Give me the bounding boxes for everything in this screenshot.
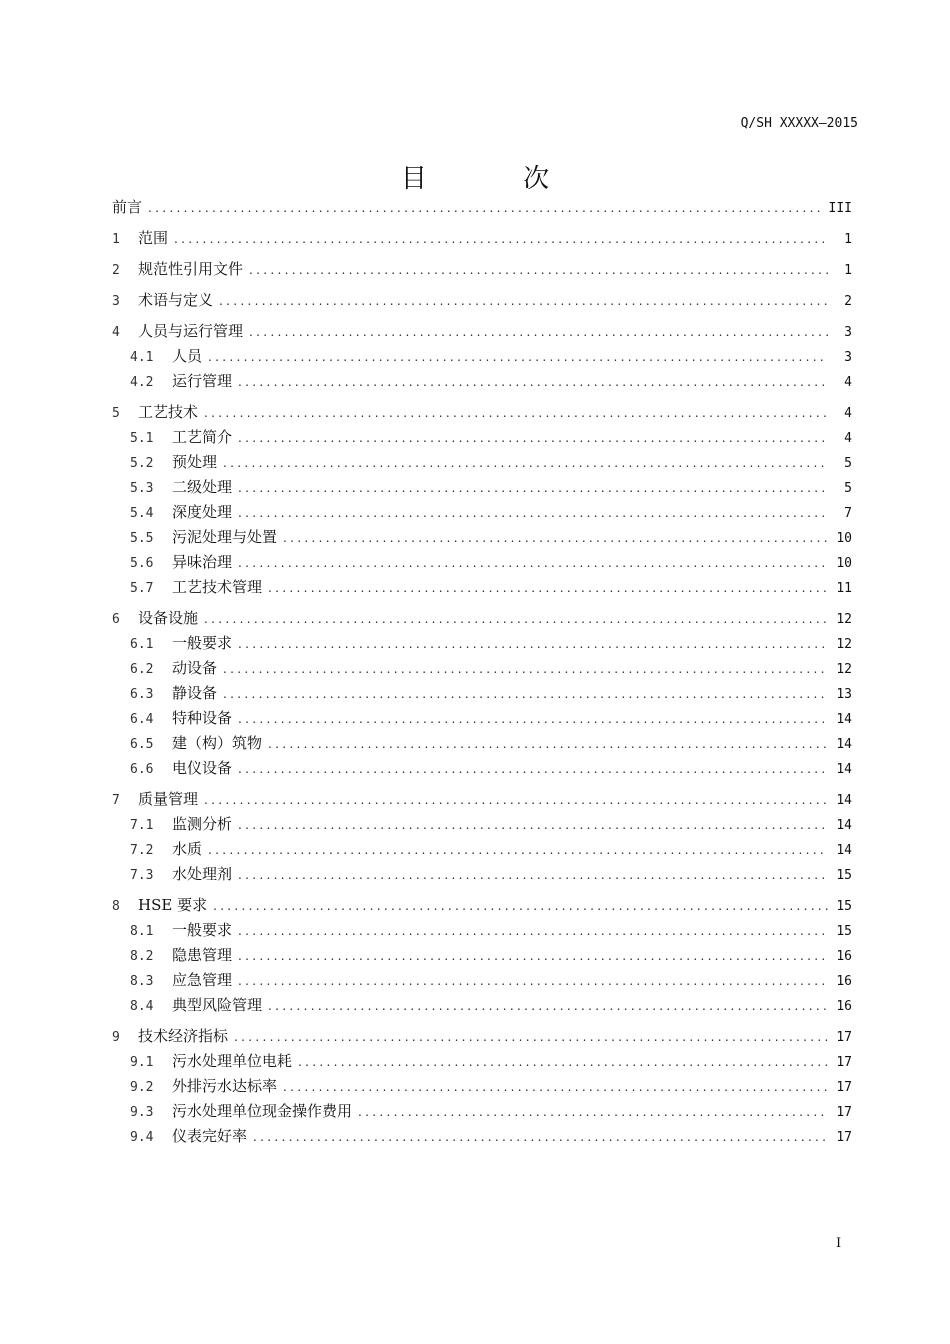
dot-leader (238, 974, 828, 988)
toc-entry-title: 应急管理 (172, 971, 233, 989)
toc-entry-number: 6.3 (130, 687, 154, 702)
dot-leader (238, 431, 828, 445)
toc-entry-page: 1 (844, 263, 852, 278)
dot-leader (238, 924, 828, 938)
toc-entry[interactable] (112, 476, 852, 501)
toc-entry-page: 15 (836, 868, 852, 883)
dot-leader (283, 1080, 828, 1094)
toc-entry-title: HSE 要求 (138, 896, 208, 914)
toc-entry-number: 8.3 (130, 974, 154, 989)
toc-entry-title: 二级处理 (172, 478, 233, 496)
toc-entry-page: 14 (836, 843, 852, 858)
dot-leader (268, 999, 828, 1013)
dot-leader (223, 662, 828, 676)
dot-leader (234, 1030, 828, 1044)
dot-leader (208, 350, 828, 364)
toc-entry-title: 建（构）筑物 (172, 734, 263, 752)
toc-entry-number: 5.6 (130, 556, 154, 571)
toc-entry-title: 工艺简介 (172, 428, 233, 446)
page-number: I (836, 1236, 842, 1251)
toc-entry-page: 7 (844, 506, 852, 521)
toc-entry-number: 7.3 (130, 868, 154, 883)
toc-entry-page: 11 (836, 581, 852, 596)
toc-entry-title: 规范性引用文件 (138, 260, 244, 278)
table-of-contents (112, 196, 852, 1150)
dot-leader (219, 294, 828, 308)
toc-entry-number: 5.7 (130, 581, 154, 596)
toc-entry[interactable] (112, 838, 852, 863)
toc-entry-page: 16 (836, 974, 852, 989)
toc-entry-number: 6.2 (130, 662, 154, 677)
dot-leader (249, 263, 828, 277)
dot-leader (238, 556, 828, 570)
toc-entry-number: 9.1 (130, 1055, 154, 1070)
toc-entry-title: 典型风险管理 (172, 996, 263, 1014)
toc-entry-page: 15 (836, 924, 852, 939)
toc-entry-page: 4 (844, 375, 852, 390)
toc-entry-page: 4 (844, 431, 852, 446)
toc-entry-number: 5.3 (130, 481, 154, 496)
toc-entry[interactable] (112, 994, 852, 1019)
toc-entry[interactable] (112, 919, 852, 944)
toc-entry[interactable] (112, 196, 852, 221)
toc-entry-number: 7 (112, 793, 120, 808)
toc-entry-page: 3 (844, 325, 852, 340)
toc-entry[interactable] (112, 707, 852, 732)
toc-entry-title: 隐患管理 (172, 946, 233, 964)
toc-entry-title: 污水处理单位电耗 (172, 1052, 293, 1070)
toc-entry-title: 工艺技术 (138, 403, 199, 421)
toc-entry-title: 质量管理 (138, 790, 199, 808)
toc-entry-page: 14 (836, 793, 852, 808)
toc-entry-page: 16 (836, 949, 852, 964)
toc-entry-page: 14 (836, 737, 852, 752)
toc-entry-title: 水处理剂 (172, 865, 233, 883)
dot-leader (238, 949, 828, 963)
toc-entry-page: 17 (836, 1055, 852, 1070)
toc-entry-page: 14 (836, 762, 852, 777)
toc-entry-title: 设备设施 (138, 609, 199, 627)
toc-entry[interactable] (112, 426, 852, 451)
toc-entry-title: 运行管理 (172, 372, 233, 390)
toc-entry-number: 5.4 (130, 506, 154, 521)
toc-entry-number: 6.5 (130, 737, 154, 752)
dot-leader (283, 531, 828, 545)
toc-entry-page: 5 (844, 456, 852, 471)
dot-leader (204, 406, 828, 420)
dot-leader (204, 612, 828, 626)
toc-entry-number: 6 (112, 612, 120, 627)
toc-entry-title: 静设备 (172, 684, 218, 702)
page-title: 目 次 (400, 164, 594, 194)
toc-entry[interactable] (112, 682, 852, 707)
toc-entry[interactable] (112, 526, 852, 551)
dot-leader (238, 762, 828, 776)
dot-leader (238, 712, 828, 726)
toc-entry-page: 14 (836, 712, 852, 727)
toc-entry-number: 5.5 (130, 531, 154, 546)
toc-entry[interactable] (112, 227, 852, 252)
toc-entry-number: 7.1 (130, 818, 154, 833)
dot-leader (249, 325, 828, 339)
toc-entry-title: 监测分析 (172, 815, 233, 833)
toc-entry[interactable] (112, 401, 852, 426)
toc-entry-title: 深度处理 (172, 503, 233, 521)
toc-entry-title: 技术经济指标 (138, 1027, 229, 1045)
toc-entry[interactable] (112, 451, 852, 476)
toc-entry-number: 6.4 (130, 712, 154, 727)
toc-entry-page: 12 (836, 662, 852, 677)
toc-entry[interactable] (112, 258, 852, 283)
toc-entry[interactable] (112, 732, 852, 757)
dot-leader (208, 843, 828, 857)
toc-entry[interactable] (112, 370, 852, 395)
toc-entry[interactable] (112, 289, 852, 314)
toc-entry-number: 9.3 (130, 1105, 154, 1120)
toc-entry-page: 1 (844, 232, 852, 247)
toc-entry-page: 10 (836, 556, 852, 571)
toc-entry-page: III (828, 201, 852, 216)
toc-entry-number: 8.2 (130, 949, 154, 964)
toc-entry[interactable] (112, 757, 852, 782)
toc-entry-page: 5 (844, 481, 852, 496)
toc-entry-title: 污水处理单位现金操作费用 (172, 1102, 353, 1120)
dot-leader (253, 1130, 828, 1144)
toc-entry-number: 7.2 (130, 843, 154, 858)
toc-entry-number: 5 (112, 406, 120, 421)
toc-entry[interactable] (112, 1125, 852, 1150)
toc-entry-number: 8.4 (130, 999, 154, 1014)
toc-entry-number: 9.4 (130, 1130, 154, 1145)
toc-entry-page: 10 (836, 531, 852, 546)
toc-entry-number: 9.2 (130, 1080, 154, 1095)
dot-leader (238, 481, 828, 495)
toc-entry[interactable] (112, 1100, 852, 1125)
toc-entry-title: 外排污水达标率 (172, 1077, 278, 1095)
toc-entry-number: 8 (112, 899, 120, 914)
toc-entry-page: 14 (836, 818, 852, 833)
toc-entry-title: 电仪设备 (172, 759, 233, 777)
toc-entry-page: 17 (836, 1030, 852, 1045)
dot-leader (174, 232, 828, 246)
dot-leader (238, 375, 828, 389)
toc-entry[interactable] (112, 894, 852, 919)
toc-entry-page: 17 (836, 1130, 852, 1145)
dot-leader (238, 818, 828, 832)
toc-entry-number: 5.2 (130, 456, 154, 471)
toc-entry-title: 前言 (112, 198, 143, 216)
toc-entry-page: 15 (836, 899, 852, 914)
toc-entry[interactable] (112, 788, 852, 813)
toc-entry-page: 12 (836, 612, 852, 627)
toc-entry[interactable] (112, 944, 852, 969)
toc-entry-number: 5.1 (130, 431, 154, 446)
toc-entry-title: 人员 (172, 347, 203, 365)
toc-entry-number: 4.1 (130, 350, 154, 365)
dot-leader (238, 868, 828, 882)
toc-entry-title: 预处理 (172, 453, 218, 471)
dot-leader (213, 899, 828, 913)
dot-leader (238, 506, 828, 520)
toc-entry-number: 8.1 (130, 924, 154, 939)
toc-entry[interactable] (112, 813, 852, 838)
toc-entry-page: 2 (844, 294, 852, 309)
toc-entry-title: 特种设备 (172, 709, 233, 727)
toc-entry[interactable] (112, 551, 852, 576)
toc-entry-page: 4 (844, 406, 852, 421)
toc-entry[interactable] (112, 1025, 852, 1050)
toc-entry-title: 动设备 (172, 659, 218, 677)
toc-entry-number: 4 (112, 325, 120, 340)
toc-entry-page: 3 (844, 350, 852, 365)
toc-entry-number: 6.6 (130, 762, 154, 777)
dot-leader (204, 793, 828, 807)
toc-entry-title: 一般要求 (172, 634, 233, 652)
toc-entry[interactable] (112, 320, 852, 345)
dot-leader (298, 1055, 828, 1069)
toc-entry[interactable] (112, 576, 852, 601)
toc-entry-title: 范围 (138, 229, 169, 247)
toc-entry-page: 16 (836, 999, 852, 1014)
dot-leader (223, 687, 828, 701)
toc-entry-number: 9 (112, 1030, 120, 1045)
toc-entry-number: 6.1 (130, 637, 154, 652)
dot-leader (238, 637, 828, 651)
toc-entry[interactable] (112, 1050, 852, 1075)
toc-entry[interactable] (112, 1075, 852, 1100)
toc-entry[interactable] (112, 607, 852, 632)
toc-entry[interactable] (112, 969, 852, 994)
toc-entry-number: 2 (112, 263, 120, 278)
toc-entry-page: 17 (836, 1105, 852, 1120)
dot-leader (268, 581, 828, 595)
toc-entry[interactable] (112, 863, 852, 888)
toc-entry[interactable] (112, 657, 852, 682)
dot-leader (223, 456, 828, 470)
toc-entry-title: 异味治理 (172, 553, 233, 571)
toc-entry-title: 一般要求 (172, 921, 233, 939)
document-code: Q/SH XXXXX—2015 (740, 116, 858, 131)
toc-entry[interactable] (112, 501, 852, 526)
dot-leader (358, 1105, 828, 1119)
toc-entry-title: 工艺技术管理 (172, 578, 263, 596)
toc-entry-number: 4.2 (130, 375, 154, 390)
toc-entry-number: 3 (112, 294, 120, 309)
toc-entry-title: 仪表完好率 (172, 1127, 248, 1145)
toc-entry-number: 1 (112, 232, 120, 247)
toc-entry-page: 12 (836, 637, 852, 652)
toc-entry-page: 17 (836, 1080, 852, 1095)
toc-entry-title: 污泥处理与处置 (172, 528, 278, 546)
toc-entry-title: 术语与定义 (138, 291, 214, 309)
toc-entry-title: 水质 (172, 840, 203, 858)
toc-entry-page: 13 (836, 687, 852, 702)
toc-entry-title: 人员与运行管理 (138, 322, 244, 340)
dot-leader (148, 201, 823, 215)
toc-entry[interactable] (112, 632, 852, 657)
toc-entry[interactable] (112, 345, 852, 370)
dot-leader (268, 737, 828, 751)
